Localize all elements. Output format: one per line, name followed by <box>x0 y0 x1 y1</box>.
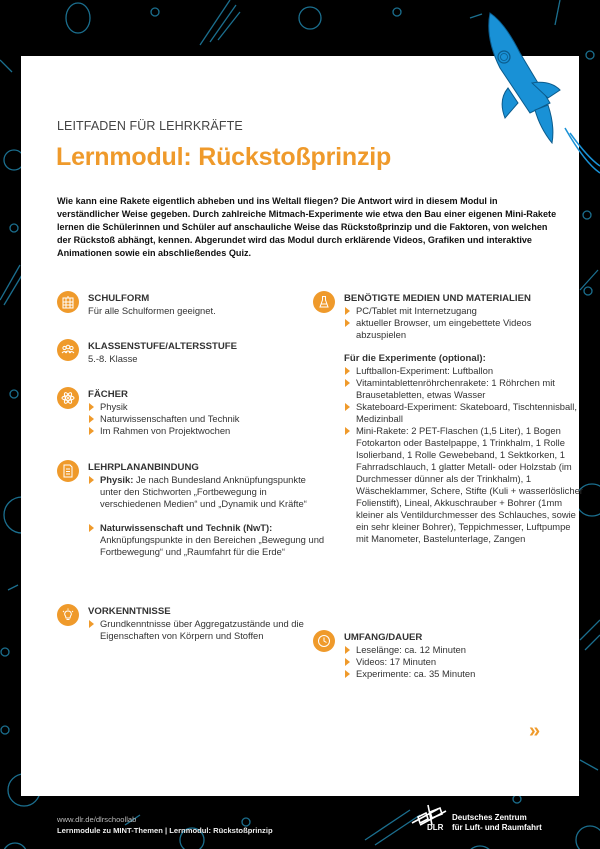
list-item: PC/Tablet mit Internetzugang <box>344 305 584 317</box>
list-item: Naturwissenschaften und Technik <box>88 413 318 425</box>
list-item: Physik <box>88 401 318 413</box>
intro-paragraph: Wie kann eine Rakete eigentlich abheben und ins Weltall fliegen? Die Antwort wird in diesem Modul in verständlicher Weise gegeben. Durch zahlreiche Mitmach-Experimente wie etwa den Bau einer eigenen Mini-Rakete lernen die Schülerinnen und Schüler auf anschauliche Weise das Rückstoßprinzip und die Faktoren, von welchen der Rückstoß abhängt, kennen. Abgerundet wird das Modul durch erklärende Videos, Grafiken und interaktive Animationen sowie ein abschließendes Quiz. <box>57 196 557 258</box>
planet-circle <box>66 3 90 33</box>
section-title: SCHULFORM <box>88 293 150 304</box>
list-item: Experimente: ca. 35 Minuten <box>344 668 574 680</box>
item-text: Je nach Bundesland Anknüpfungspunkte unter den Stichworten „Fortbewegung in verschiedenen Medien“ und „Dynamik und Kräfte“ <box>100 474 307 509</box>
rocket-illustration <box>470 8 600 178</box>
list-item: Im Rahmen von Projektwochen <box>88 425 318 437</box>
document-kicker: LEITFADEN FÜR LEHRKRÄFTE <box>57 119 243 133</box>
dlr-org-name <box>452 813 542 833</box>
list-item <box>88 522 328 558</box>
dlr-abbreviation: DLR <box>427 823 444 832</box>
list-item: aktueller Browser, um eingebettete Videos abzuspielen <box>344 317 584 341</box>
lightbulb-icon <box>57 604 79 626</box>
experiments-subheading: Für die Experimente (optional): <box>344 353 486 364</box>
document-icon <box>57 460 79 482</box>
section-title: KLASSENSTUFE/ALTERSSTUFE <box>88 341 238 352</box>
list-item: Luftballon-Experiment: Luftballon <box>344 365 584 377</box>
list-item: Leselänge: ca. 12 Minuten <box>344 644 574 656</box>
flask-icon <box>313 291 335 313</box>
next-page-arrow-icon[interactable]: » <box>529 720 541 742</box>
section-text: Für alle Schulformen geeignet. <box>88 305 216 316</box>
org-line-1: Deutsches Zentrum <box>452 813 527 822</box>
section-title: UMFANG/DAUER <box>344 632 423 643</box>
list-item: Mini-Rakete: 2 PET-Flaschen (1,5 Liter), 1 Bogen Fotokarton oder Bastelpappe, 1 Trinkhalm, 1 Rolle Isolierband, 1 Rolle Gewebeband, 1 Sektkorken, 1 Fahrradschlauch, 1 glatter Metall- oder Holzstab (im Durchmesser dünner als der Trinkhalm), 1 Wäscheklammer, Schere, Stifte (Kuli + wasserlöslicher Folienstift), Lineal, Akkuschrauber + Bohrer (1mm kleiner als Ventildurchmesser des Schlauches, sowie ein sehr kleiner Bohrer), Teppichmesser, Luftpumpe mit Manometer, Bastelunterlage, Zangen <box>344 425 584 545</box>
group-icon <box>57 339 79 361</box>
item-label: Physik: <box>100 474 134 485</box>
section-title: BENÖTIGTE MEDIEN UND MATERIALIEN <box>344 293 531 304</box>
page-title: Lernmodul: Rückstoßprinzip <box>56 143 392 171</box>
school-building-icon <box>57 291 79 313</box>
section-title: VORKENNTNISSE <box>88 606 171 617</box>
item-label: Naturwissenschaft und Technik (NwT): <box>100 522 273 533</box>
section-title: LEHRPLANANBINDUNG <box>88 462 199 473</box>
atom-icon <box>57 387 79 409</box>
list-item <box>88 474 328 510</box>
list-item: Grundkenntnisse über Aggregatzustände und die Eigenschaften von Körpern und Stoffen <box>88 618 318 642</box>
section-text: 5.-8. Klasse <box>88 353 138 364</box>
org-line-2: für Luft- und Raumfahrt <box>452 823 542 832</box>
list-item: Vitamintablettenröhrchenrakete: 1 Röhrchen mit Brausetabletten, etwas Wasser <box>344 377 584 401</box>
section-title: FÄCHER <box>88 389 128 400</box>
footer <box>57 815 273 836</box>
clock-icon <box>313 630 335 652</box>
item-text: Anknüpfungspunkte in den Bereichen „Bewegung und Fortbewegung“ und „Raumfahrt für die Erde“ <box>100 534 325 557</box>
footer-breadcrumb: Lernmodule zu MINT-Themen | Lernmodul: Rückstoßprinzip <box>57 826 273 835</box>
list-item: Skateboard-Experiment: Skateboard, Tischtennisball, Medizinball <box>344 401 584 425</box>
footer-url[interactable]: www.dlr.de/dlrschoollab <box>57 815 137 824</box>
list-item: Videos: 17 Minuten <box>344 656 574 668</box>
dlr-logo <box>410 803 580 839</box>
